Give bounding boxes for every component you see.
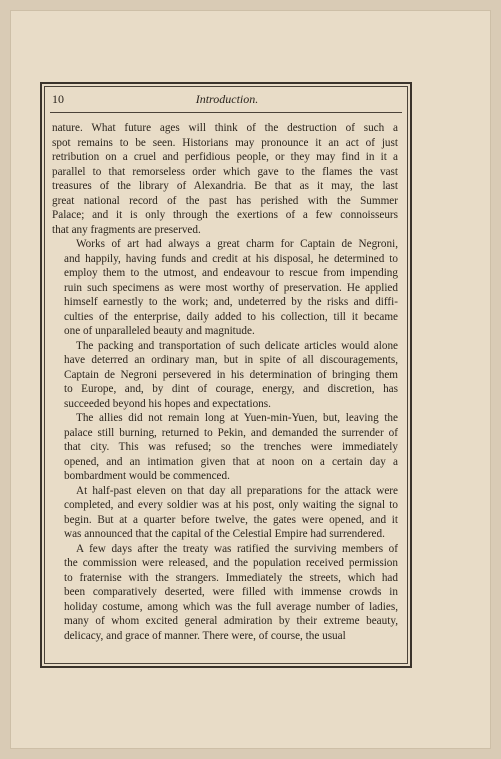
text-line: succeeded beyond his hopes and expectations.	[64, 397, 271, 410]
paragraph	[52, 339, 398, 412]
text-line: and happily, having funds and credit at his disposal, he determined to	[64, 252, 398, 265]
text-line: palace still burning, returned to Pekin, and demanded the surrender of	[64, 426, 398, 439]
text-line: have deterred an ordinary man, but in spite of all discouragements,	[64, 354, 398, 366]
text-line: begin. But at a quarter before twelve, the gates were opened, and it	[64, 513, 398, 526]
text-line: treasures of the library of Alexandria. Be that as it may, the last	[52, 180, 398, 192]
text-line: been comparatively deserted, were filled with immense crowds in	[64, 586, 398, 598]
text-line: that any fragments are preserved.	[52, 223, 201, 236]
text-line: to Europe, and, by dint of courage, energy, and discretion, has	[64, 383, 398, 395]
text-line: Captain de Negroni persevered in his determination of bringing them	[64, 368, 398, 381]
paragraph	[52, 121, 398, 237]
text-line: At half-past eleven on that day all preparations for the attack were	[76, 484, 398, 497]
paragraph	[52, 484, 398, 542]
text-line: completed, and every soldier was at his post, only waiting the signal to	[64, 499, 398, 511]
running-head: Introduction.	[195, 92, 259, 106]
text-line: holiday costume, among which was the full average number of ladies,	[64, 600, 398, 613]
text-line: Works of art had always a great charm for Captain de Negroni,	[76, 238, 398, 250]
text-line: many of whom excited general admiration by their extreme beauty,	[64, 615, 398, 627]
text-line: delicacy, and grace of manner. There were, of course, the usual	[64, 629, 346, 642]
text-line: culties of the enterprise, daily added to his collection, till it became	[64, 310, 398, 323]
text-line: The allies did not remain long at Yuen-min-Yuen, but, leaving the	[76, 412, 398, 424]
text-line: A few days after the treaty was ratified the surviving members of	[76, 542, 398, 555]
text-line: ruin such specimens as were most worthy of preservation. He applied	[64, 281, 398, 294]
text-line: parallel to that remorseless order which gave to the flames the vast	[52, 165, 398, 178]
text-line: was announced that the capital of the Celestial Empire had surrendered.	[64, 528, 385, 540]
paragraph	[52, 411, 398, 484]
paragraph	[52, 542, 398, 644]
text-line: bombardment would be commenced.	[64, 470, 230, 482]
paragraph	[52, 237, 398, 339]
text-line: retribution on a cruel and perfidious people, or they may find in it a	[52, 151, 398, 163]
text-line: spot remains to be seen. Historians may pronounce it an act of just	[52, 136, 398, 149]
text-line: that city. This was refused; so the trenches were immediately	[64, 441, 398, 453]
body-text	[52, 121, 398, 643]
text-line: one of unparalleled beauty and magnitude.	[64, 325, 255, 337]
text-line: nature. What future ages will think of the destruction of such a	[52, 122, 398, 134]
text-line: the commission were released, and the population received permission	[64, 557, 398, 569]
page-header	[52, 92, 402, 110]
text-line: great national record of the past has perished with the Summer	[52, 194, 398, 207]
page-number: 10	[52, 92, 64, 106]
text-line: opened, and an intimation given that at noon on a certain day a	[64, 455, 398, 468]
text-line: Palace; and it is only through the exertions of a few connoisseurs	[52, 209, 398, 221]
text-line: to fraternise with the strangers. Immediately the streets, which had	[64, 571, 398, 584]
header-rule	[50, 112, 402, 113]
text-line: The packing and transportation of such delicate articles would alone	[76, 339, 398, 352]
text-line: employ them to the utmost, and endeavour to rescue from impending	[64, 267, 398, 279]
text-line: himself earnestly to the work; and, undeterred by the risks and diffi-	[64, 296, 398, 308]
